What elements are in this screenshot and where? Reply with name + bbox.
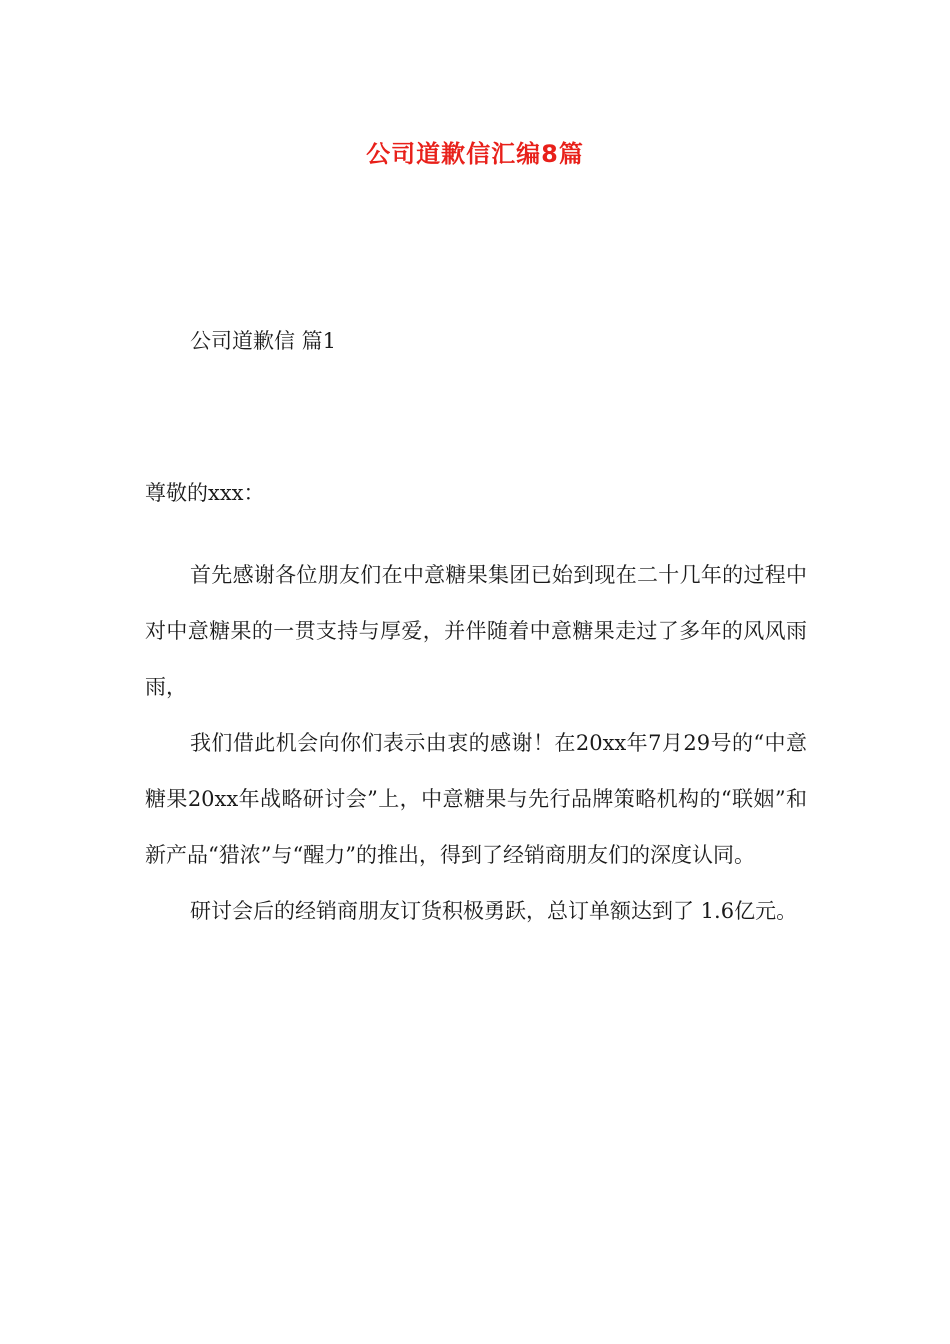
paragraph-2: 我们借此机会向你们表示由衷的感谢！在20xx年7月29号的“中意糖果20xx年战略研讨会”上，中意糖果与先行品牌策略机构的“联姻”和新产品“猎浓”与“醒力”的推出，得到了经销商朋友们的深度认同。 (145, 731, 807, 867)
section-heading: 公司道歉信 篇1 (190, 329, 337, 353)
paragraph-1: 首先感谢各位朋友们在中意糖果集团已始到现在二十几年的过程中对中意糖果的一贯支持与厚爱，并伴随着中意糖果走过了多年的风风雨雨， (145, 563, 807, 699)
letter-body (145, 547, 807, 939)
paragraph-3: 研讨会后的经销商朋友订货积极勇跃，总订单额达到了 1.6亿元。 (190, 899, 798, 923)
salutation: 尊敬的xxx： (145, 481, 265, 505)
document-title: 公司道歉信汇编8篇 (366, 140, 584, 168)
